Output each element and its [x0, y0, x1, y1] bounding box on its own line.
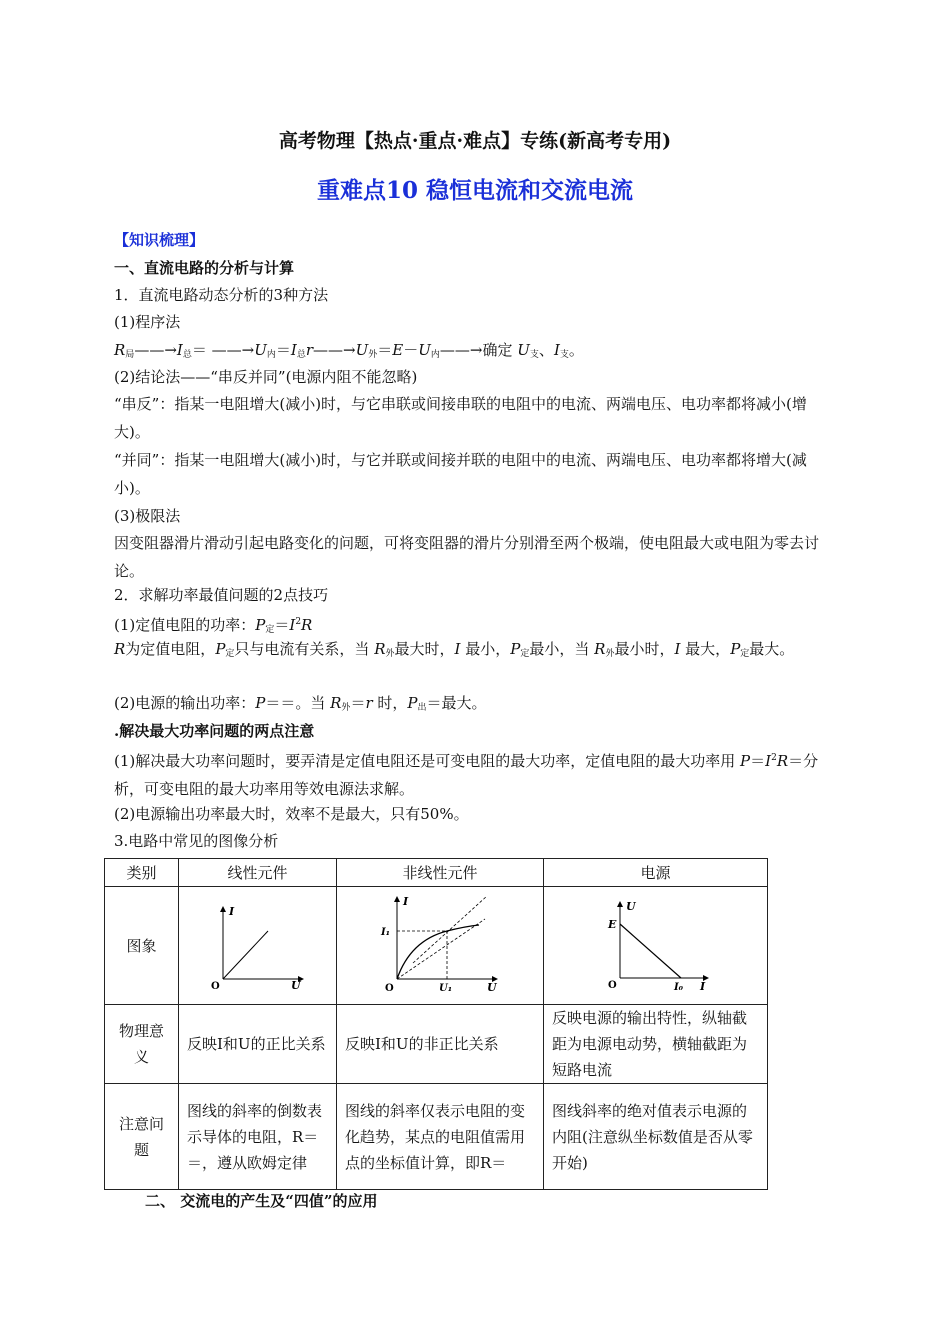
paragraph: (1)程序法 [114, 313, 181, 331]
subheading: .解决最大功率问题的两点注意 [114, 722, 315, 740]
table-header-cell: 非线性元件 [337, 859, 544, 887]
row-label: 物理意义 [105, 1005, 179, 1084]
paragraph: 2．求解功率最值问题的2点技巧 [114, 586, 329, 604]
table-header-cell: 线性元件 [179, 859, 337, 887]
origin-label: O [210, 980, 220, 991]
source-line [620, 924, 681, 978]
graph-analysis-table [104, 858, 768, 1190]
table-cell: 图线的斜率的倒数表示导体的电阻，R＝＝，遵从欧姆定律 [179, 1084, 337, 1190]
nonlinear-element-graph-cell [337, 887, 544, 1005]
table-row-meaning [105, 1005, 768, 1084]
table-header-cell: 类别 [105, 859, 179, 887]
axis-label: U [290, 978, 301, 991]
origin-label: O [385, 982, 394, 994]
power-source-graph-cell [544, 887, 768, 1005]
table-cell: 反映I和U的正比关系 [179, 1005, 337, 1084]
nonlinear-element-graph [375, 891, 505, 1001]
axis-label: I [403, 894, 409, 908]
paragraph: (2)结论法——“串反并同”(电源内阻不能忽略) [114, 368, 418, 386]
knowledge-tag: 【知识梳理】 [114, 231, 205, 249]
paragraph: “串反”：指某一电阻增大(减小)时，与它串联或间接串联的电阻中的电流、两端电压、电功率都将减小(增大)。 [114, 395, 807, 441]
document-title: 高考物理【热点·重点·难点】专练(新高考专用) [278, 130, 672, 152]
paragraph: (2)电源输出功率最大时，效率不是最大，只有50%。 [114, 805, 469, 823]
linear-element-graph-cell [179, 887, 337, 1005]
table-cell: 图线的斜率仅表示电阻的变化趋势，某点的电阻值需用点的坐标值计算，即R＝ [337, 1084, 544, 1190]
emf-label: E [607, 917, 616, 931]
document-subtitle: 重难点10 稳恒电流和交流电流 [316, 177, 633, 204]
table-header-cell: 电源 [544, 859, 768, 887]
secant-line [397, 919, 485, 979]
table-cell: 图线斜率的绝对值表示电源的内阻(注意纵坐标数值是否从零开始) [544, 1084, 768, 1190]
table-cell: 反映电源的输出特性，纵轴截距为电源电动势，横轴截距为短路电流 [544, 1005, 768, 1084]
table-cell: 反映I和U的非正比关系 [337, 1005, 544, 1084]
paragraph: 因变阻器滑片滑动引起电路变化的问题，可将变阻器的滑片分别滑至两个极端，使电阻最大或电阻为零去讨论。 [114, 534, 820, 580]
paragraph: (3)极限法 [114, 507, 181, 525]
voltage-label: U₁ [439, 982, 453, 994]
paragraph: 3.电路中常见的图像分析 [114, 832, 279, 850]
table-row-notes [105, 1084, 768, 1190]
power-source-graph [596, 896, 716, 996]
table-row-graph [105, 887, 768, 1005]
paragraph: “并同”：指某一电阻增大(减小)时，与它并联或间接并联的电阻中的电流、两端电压、电功率都将增大(减小)。 [114, 451, 807, 497]
procedure-chain: $R_局——\to I_总=$ $——\to U_内=I_总r——\to U_外=E-U_内——\to$确定 $U_支$、$I_支$。 [114, 341, 584, 360]
max-power-note: (1)解决最大功率问题时，要弄清是定值电阻还是可变电阻的最大功率，定值电阻的最大功率用 $P=I^2R=$分析，可变电阻的最大功率用等效电源法求解。 [114, 752, 819, 798]
axis-label: I [228, 904, 234, 918]
short-circuit-label: I₀ [673, 981, 683, 993]
current-label: I₁ [381, 926, 391, 938]
row-label: 注意问题 [105, 1084, 179, 1190]
linear-line [223, 931, 268, 979]
axis-label: I [699, 979, 705, 993]
axis-label: U [625, 899, 636, 913]
row-label: 图象 [105, 887, 179, 1005]
table-header-row [105, 859, 768, 887]
origin-label: O [607, 979, 617, 991]
nonlinear-curve [397, 925, 479, 979]
section-1-heading: 一、直流电路的分析与计算 [114, 259, 295, 277]
fixed-resistor-power: (1)定值电阻的功率：$P_定=I^2R$ [114, 616, 313, 635]
tangent-line [413, 896, 487, 963]
source-output-power: (2)电源的输出功率：P＝＝。当 $R_外=r$ 时，$P_出=$最大。 [114, 694, 487, 713]
axis-label: U [487, 980, 497, 994]
linear-element-graph [203, 901, 313, 991]
paragraph: 1．直流电路动态分析的3种方法 [114, 286, 329, 304]
section-2-heading: 二、 交流电的产生及“四值”的应用 [145, 1192, 378, 1210]
fixed-resistor-explanation: R为定值电阻，$P_定$只与电流有关系，当 $R_外$最大时，I 最小，$P_定$最小，当 $R_外$最小时，I 最大，$P_定$最大。 [114, 640, 795, 659]
